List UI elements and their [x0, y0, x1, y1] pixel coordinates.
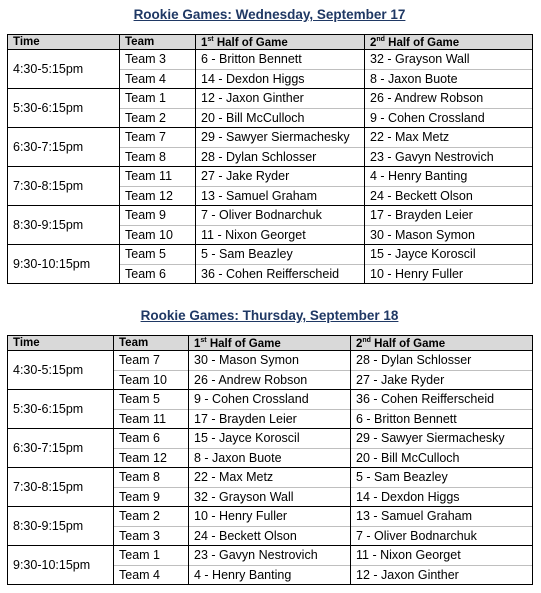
time-slot-cell: 5:30-6:15pm [8, 89, 120, 128]
first-half-player-cell: 13 - Samuel Graham [196, 186, 365, 206]
first-half-player-cell: 10 - Henry Fuller [189, 507, 351, 527]
table-row [8, 167, 533, 187]
first-half-player-cell: 29 - Sawyer Siermachesky [196, 128, 365, 148]
team-column-header: Team [120, 35, 196, 50]
first-half-player-cell: 24 - Beckett Olson [189, 526, 351, 546]
team-cell: Team 10 [120, 225, 196, 245]
team-cell: Team 12 [120, 186, 196, 206]
team-cell: Team 6 [114, 429, 189, 449]
first-half-player-cell: 4 - Henry Banting [189, 565, 351, 585]
team-cell: Team 7 [114, 351, 189, 371]
table-row [8, 507, 533, 527]
table-row [8, 50, 533, 70]
team-cell: Team 11 [114, 409, 189, 429]
schedule-title: Rookie Games: Thursday, September 18 [140, 308, 399, 323]
first-half-player-cell: 17 - Brayden Leier [189, 409, 351, 429]
team-cell: Team 1 [114, 546, 189, 566]
team-cell: Team 11 [120, 167, 196, 187]
first-half-player-cell: 8 - Jaxon Buote [189, 448, 351, 468]
first-half-player-cell: 32 - Grayson Wall [189, 487, 351, 507]
team-cell: Team 2 [120, 108, 196, 128]
first-half-player-cell: 7 - Oliver Bodnarchuk [196, 206, 365, 226]
second-half-player-cell: 28 - Dylan Schlosser [351, 351, 533, 371]
team-cell: Team 12 [114, 448, 189, 468]
second-half-player-cell: 10 - Henry Fuller [365, 264, 533, 284]
time-column-header: Time [8, 336, 114, 351]
team-column-header: Team [114, 336, 189, 351]
time-slot-cell: 8:30-9:15pm [8, 206, 120, 245]
second-half-player-cell: 27 - Jake Ryder [351, 370, 533, 390]
team-cell: Team 9 [114, 487, 189, 507]
table-row [8, 468, 533, 488]
schedule-table [7, 34, 533, 284]
schedule-table [7, 335, 533, 585]
table-row [8, 429, 533, 449]
first-half-player-cell: 36 - Cohen Reifferscheid [196, 264, 365, 284]
time-slot-cell: 8:30-9:15pm [8, 507, 114, 546]
second-half-column-header: 2nd Half of Game [365, 35, 533, 50]
second-half-player-cell: 32 - Grayson Wall [365, 50, 533, 70]
second-half-player-cell: 26 - Andrew Robson [365, 89, 533, 109]
second-half-player-cell: 6 - Britton Bennett [351, 409, 533, 429]
first-half-column-header: 1st Half of Game [189, 336, 351, 351]
team-cell: Team 5 [120, 245, 196, 265]
second-half-player-cell: 17 - Brayden Leier [365, 206, 533, 226]
second-half-player-cell: 7 - Oliver Bodnarchuk [351, 526, 533, 546]
first-half-player-cell: 30 - Mason Symon [189, 351, 351, 371]
second-half-player-cell: 22 - Max Metz [365, 128, 533, 148]
first-half-player-cell: 14 - Dexdon Higgs [196, 69, 365, 89]
second-half-player-cell: 4 - Henry Banting [365, 167, 533, 187]
first-half-player-cell: 11 - Nixon Georget [196, 225, 365, 245]
second-half-column-header: 2nd Half of Game [351, 336, 533, 351]
second-half-player-cell: 5 - Sam Beazley [351, 468, 533, 488]
schedule-title: Rookie Games: Wednesday, September 17 [133, 7, 406, 22]
first-half-player-cell: 23 - Gavyn Nestrovich [189, 546, 351, 566]
team-cell: Team 5 [114, 390, 189, 410]
table-row [8, 351, 533, 371]
second-half-player-cell: 14 - Dexdon Higgs [351, 487, 533, 507]
time-slot-cell: 6:30-7:15pm [8, 128, 120, 167]
team-cell: Team 3 [120, 50, 196, 70]
second-half-player-cell: 8 - Jaxon Buote [365, 69, 533, 89]
first-half-player-cell: 28 - Dylan Schlosser [196, 147, 365, 167]
second-half-player-cell: 29 - Sawyer Siermachesky [351, 429, 533, 449]
time-slot-cell: 4:30-5:15pm [8, 351, 114, 390]
time-slot-cell: 4:30-5:15pm [8, 50, 120, 89]
team-cell: Team 7 [120, 128, 196, 148]
wednesday-schedule [7, 7, 532, 284]
time-slot-cell: 9:30-10:15pm [8, 546, 114, 585]
team-cell: Team 2 [114, 507, 189, 527]
time-column-header: Time [8, 35, 120, 50]
team-cell: Team 1 [120, 89, 196, 109]
time-slot-cell: 7:30-8:15pm [8, 167, 120, 206]
header-row [8, 336, 533, 351]
first-half-column-header: 1st Half of Game [196, 35, 365, 50]
team-cell: Team 6 [120, 264, 196, 284]
second-half-player-cell: 9 - Cohen Crossland [365, 108, 533, 128]
team-cell: Team 10 [114, 370, 189, 390]
second-half-player-cell: 20 - Bill McCulloch [351, 448, 533, 468]
time-slot-cell: 5:30-6:15pm [8, 390, 114, 429]
team-cell: Team 3 [114, 526, 189, 546]
second-half-player-cell: 23 - Gavyn Nestrovich [365, 147, 533, 167]
first-half-player-cell: 5 - Sam Beazley [196, 245, 365, 265]
second-half-player-cell: 36 - Cohen Reifferscheid [351, 390, 533, 410]
table-row [8, 546, 533, 566]
second-half-player-cell: 13 - Samuel Graham [351, 507, 533, 527]
team-cell: Team 4 [120, 69, 196, 89]
table-row [8, 206, 533, 226]
first-half-player-cell: 22 - Max Metz [189, 468, 351, 488]
table-row [8, 128, 533, 148]
table-row [8, 390, 533, 410]
table-row [8, 89, 533, 109]
first-half-player-cell: 20 - Bill McCulloch [196, 108, 365, 128]
second-half-player-cell: 15 - Jayce Koroscil [365, 245, 533, 265]
time-slot-cell: 6:30-7:15pm [8, 429, 114, 468]
first-half-player-cell: 9 - Cohen Crossland [189, 390, 351, 410]
second-half-player-cell: 11 - Nixon Georget [351, 546, 533, 566]
header-row [8, 35, 533, 50]
table-row [8, 245, 533, 265]
first-half-player-cell: 12 - Jaxon Ginther [196, 89, 365, 109]
team-cell: Team 8 [120, 147, 196, 167]
second-half-player-cell: 24 - Beckett Olson [365, 186, 533, 206]
first-half-player-cell: 15 - Jayce Koroscil [189, 429, 351, 449]
team-cell: Team 4 [114, 565, 189, 585]
team-cell: Team 8 [114, 468, 189, 488]
team-cell: Team 9 [120, 206, 196, 226]
first-half-player-cell: 27 - Jake Ryder [196, 167, 365, 187]
time-slot-cell: 9:30-10:15pm [8, 245, 120, 284]
first-half-player-cell: 6 - Britton Bennett [196, 50, 365, 70]
second-half-player-cell: 30 - Mason Symon [365, 225, 533, 245]
second-half-player-cell: 12 - Jaxon Ginther [351, 565, 533, 585]
thursday-schedule [7, 308, 532, 585]
time-slot-cell: 7:30-8:15pm [8, 468, 114, 507]
first-half-player-cell: 26 - Andrew Robson [189, 370, 351, 390]
